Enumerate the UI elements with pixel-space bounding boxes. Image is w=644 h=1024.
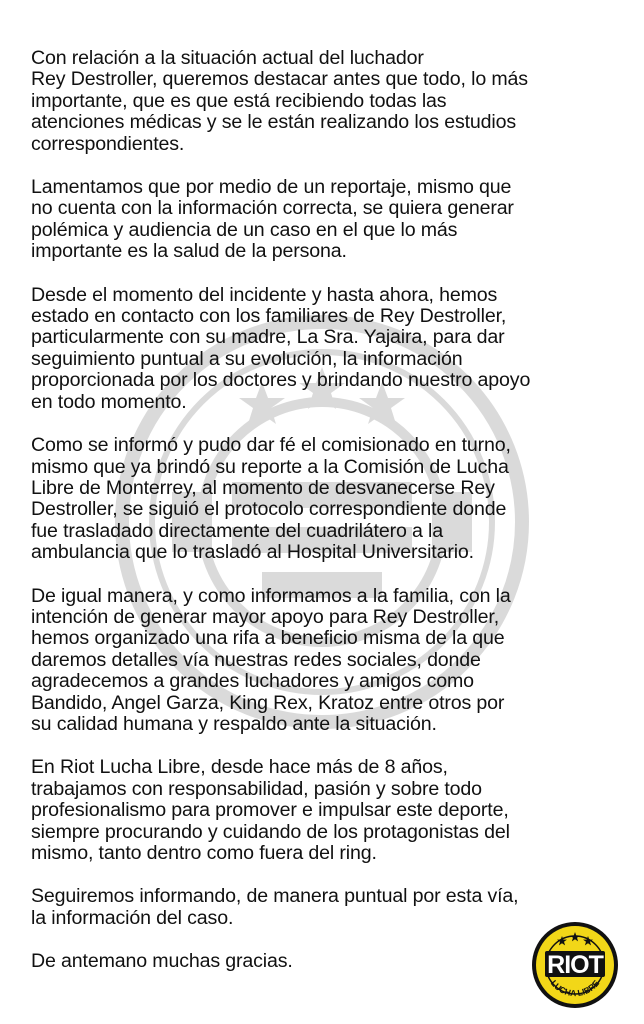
riot-lucha-libre-logo-icon — [531, 921, 619, 1009]
paragraph-medical-attention: Con relación a la situación actual del luchador Rey Destroller, queremos destacar antes que todo, lo más importante, que es que está recibiendo todas las atenciones médicas y se le están realizando los estudios correspondientes. — [31, 47, 528, 155]
paragraph-updates: Seguiremos informando, de manera puntual por esta vía, la información del caso. — [31, 885, 519, 929]
paragraph-raffle: De igual manera, y como informamos a la familia, con la intención de generar mayor apoyo para Rey Destroller, hemos organizado una rifa a beneficio misma de la que daremos detalles vía nuestras redes sociales, donde agradecemos a grandes luchadores y amigos como Bandido, Angel Garza, King Rex, Kratoz entre otros por su calidad humana y respaldo ante la situación. — [31, 584, 511, 735]
paragraph-protocol: Como se informó y pudo dar fé el comisionado en turno, mismo que ya brindó su reporte a la Comisión de Lucha Libre de Monterrey, al momento de desvanecerse Rey Destroller, se siguió el protocolo correspondiente donde fue trasladado directamente del cuadrilátero a la ambulancia que lo trasladó al Hospital Universitario. — [31, 434, 511, 564]
paragraph-report-response: Lamentamos que por medio de un reportaje, mismo que no cuenta con la información correcta, se quiera generar polémica y audiencia de un caso en el que lo más importante es la salud de la persona. — [31, 176, 514, 263]
statement-body — [31, 48, 626, 995]
paragraph-company-values: En Riot Lucha Libre, desde hace más de 8 años, trabajamos con responsabilidad, pasión y sobre todo profesionalismo para promover e impulsar este deporte, siempre procurando y cuidando de los protagonistas del mismo, tanto dentro como fuera del ring. — [31, 756, 510, 864]
svg-text:LUCHA LIBRE: LUCHA LIBRE — [548, 978, 602, 999]
paragraph-family-contact: Desde el momento del incidente y hasta ahora, hemos estado en contacto con los familiares de Rey Destroller, particularmente con su madre, La Sra. Yajaira, para dar seguimiento puntual a su evolución, la información proporcionada por los doctores y brindando nuestro apoyo en todo momento. — [31, 283, 531, 413]
svg-text:RIOT: RIOT — [547, 951, 603, 979]
paragraph-thanks: De antemano muchas gracias. — [31, 950, 293, 973]
